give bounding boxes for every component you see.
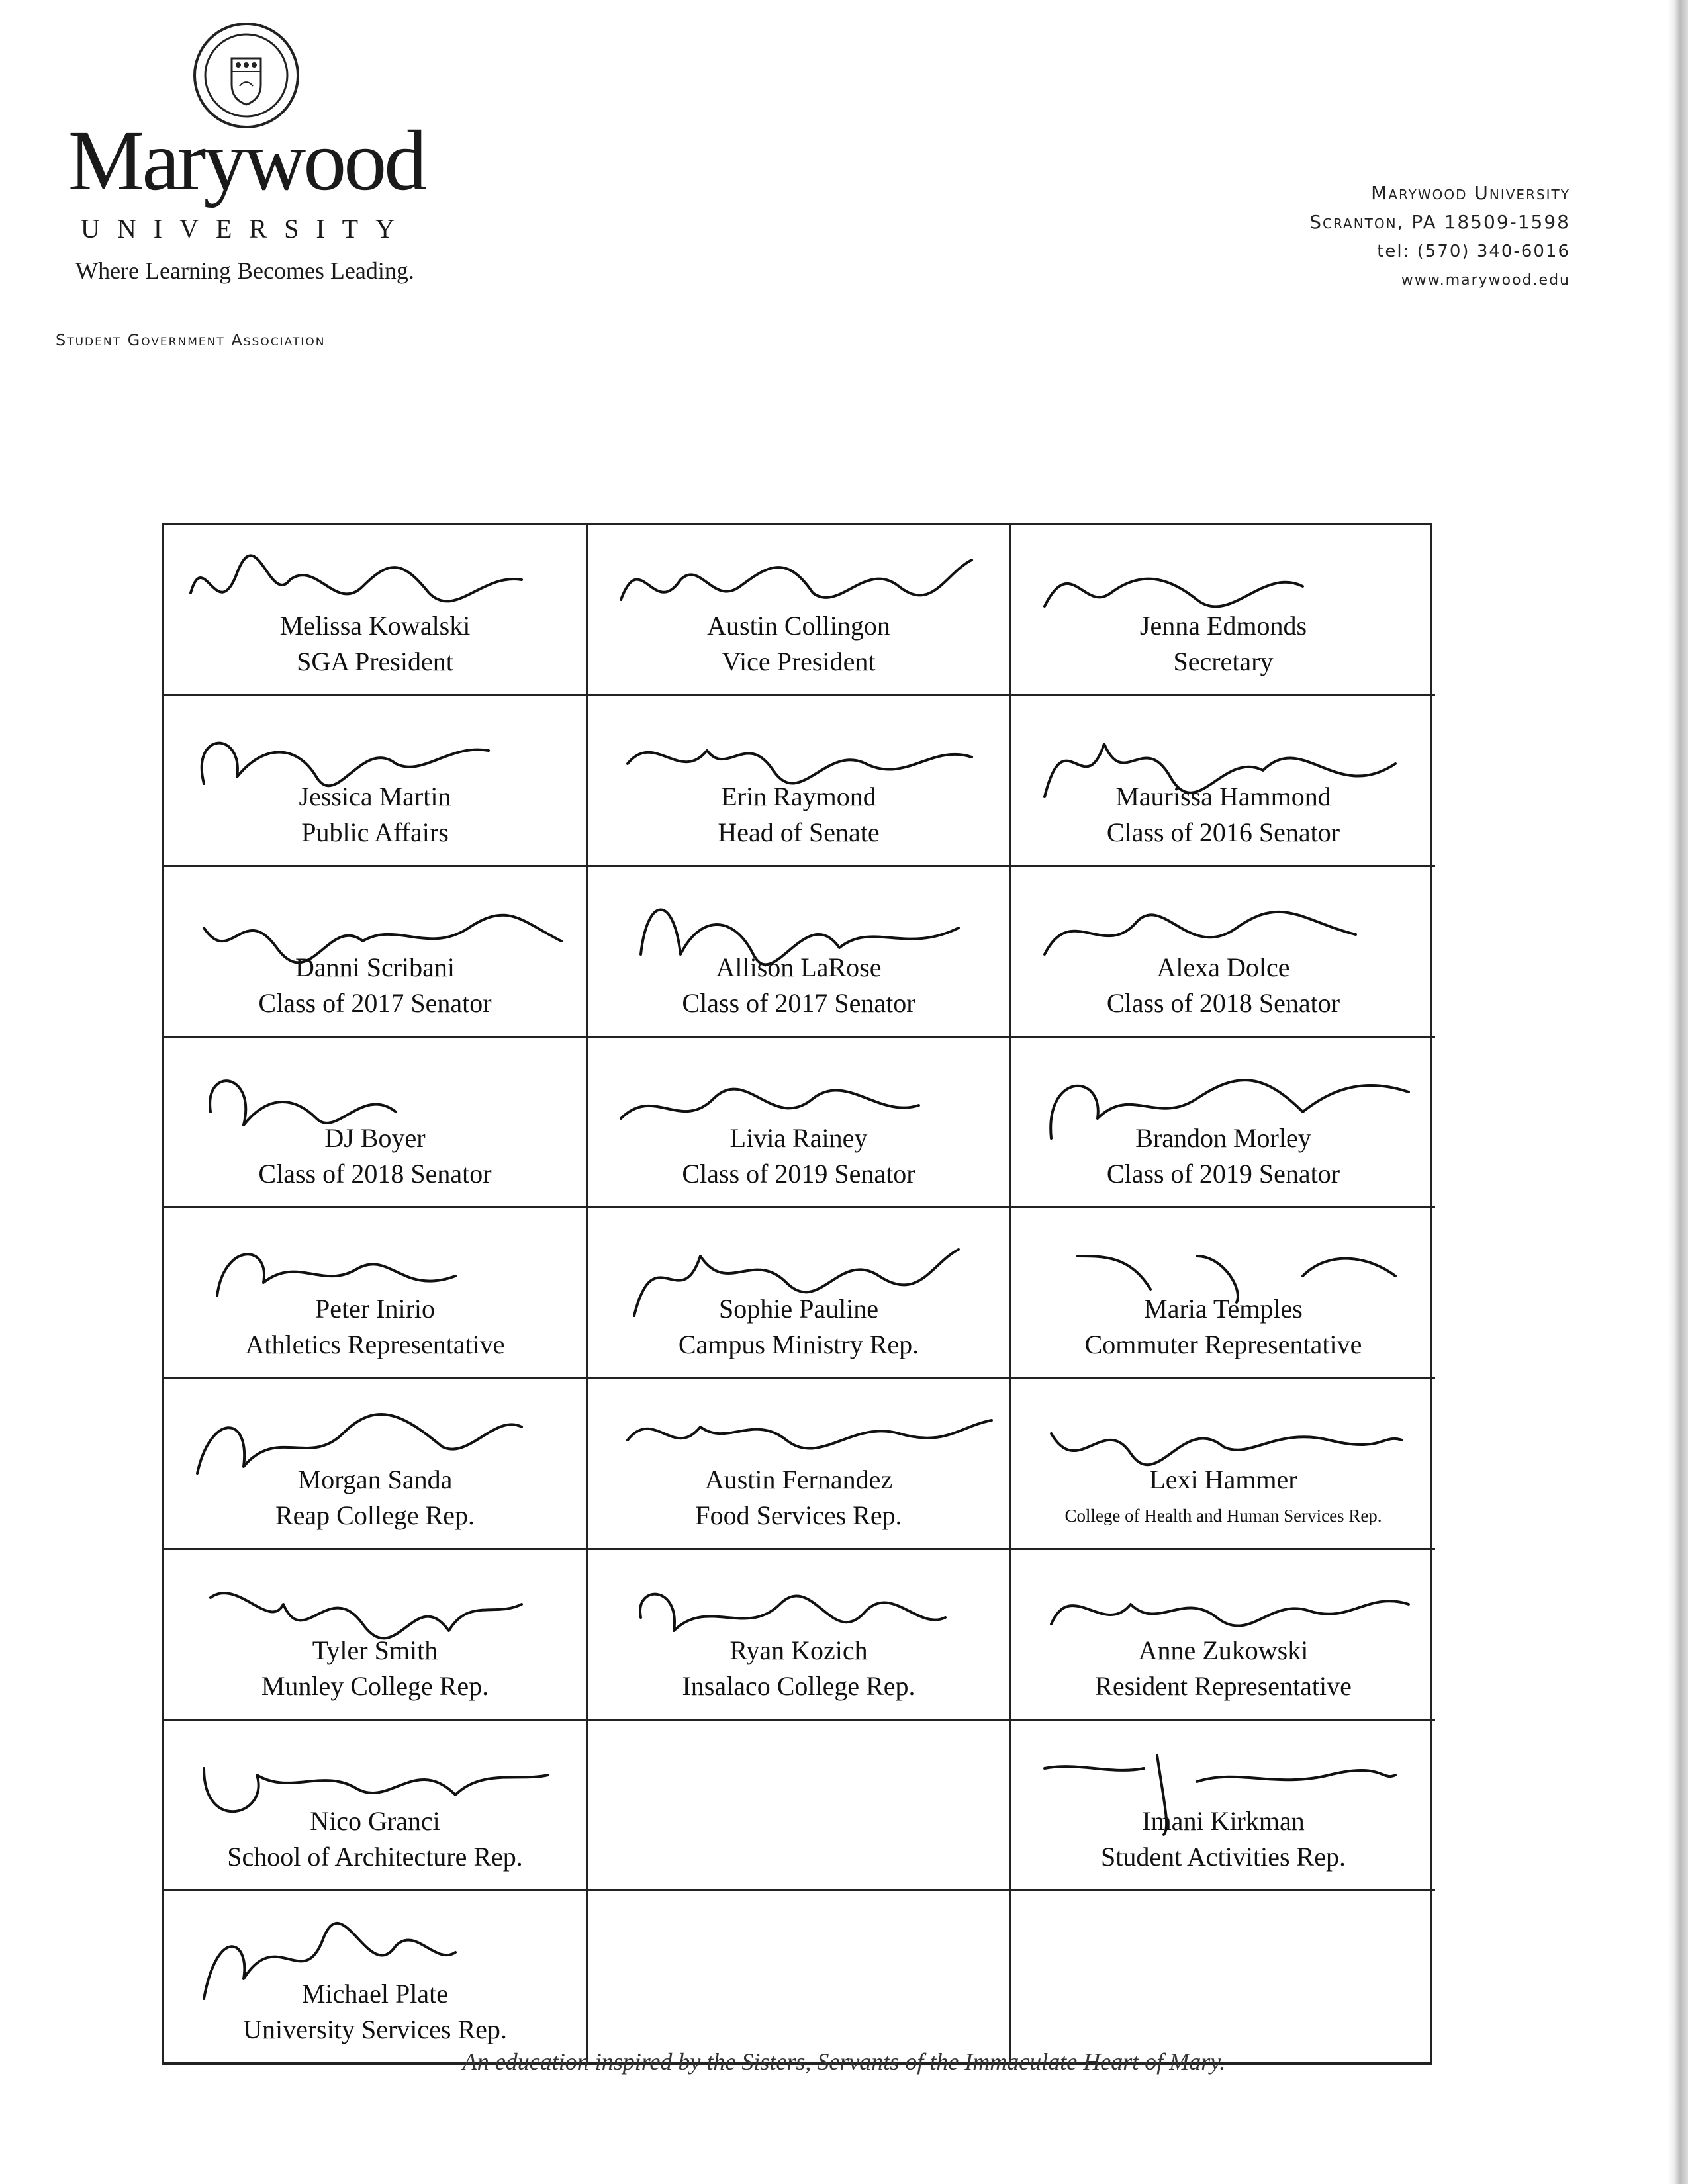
- signatory-role: Class of 2018 Senator: [258, 1159, 492, 1189]
- signatory-name: Peter Inirio: [314, 1294, 436, 1324]
- signatory-label: [1011, 779, 1435, 850]
- signature-cell: [1011, 1550, 1435, 1721]
- signatory-label: [1011, 950, 1435, 1021]
- signatory-role: University Services Rep.: [243, 2015, 507, 2044]
- signatory-label: [588, 779, 1009, 850]
- signature-table: [162, 523, 1432, 2065]
- signatory-label: [588, 1291, 1009, 1363]
- university-wordmark: Marywood: [68, 113, 425, 208]
- signature-cell: [164, 1891, 588, 2062]
- signatory-role: College of Health and Human Services Rep.: [1064, 1506, 1382, 1525]
- signatory-role: Class of 2019 Senator: [682, 1159, 915, 1189]
- signatory-name: Livia Rainey: [729, 1123, 868, 1153]
- signatory-name: Jessica Martin: [299, 782, 451, 811]
- signatory-role: Student Activities Rep.: [1101, 1842, 1346, 1872]
- address-name: Marywood University: [1371, 182, 1570, 204]
- signatory-role: SGA President: [297, 647, 453, 676]
- scan-edge: [1668, 0, 1688, 2184]
- signatory-label: [164, 950, 586, 1021]
- signatory-name: Sophie Pauline: [718, 1294, 879, 1324]
- address-block: [1309, 179, 1570, 295]
- signatory-name: Michael Plate: [301, 1979, 449, 2009]
- signature-cell: [1011, 525, 1435, 696]
- signature-cell: [164, 867, 588, 1038]
- signatory-role: Class of 2017 Senator: [258, 988, 492, 1018]
- signature-cell: [588, 696, 1011, 867]
- signatory-label: [164, 1291, 586, 1363]
- signature-cell: [1011, 1721, 1435, 1891]
- signature-cell: [164, 1208, 588, 1379]
- signature-cell: [164, 1550, 588, 1721]
- signature-cell: [588, 1038, 1011, 1208]
- signature-cell: [588, 525, 1011, 696]
- signatory-label: [1011, 1462, 1435, 1533]
- department-name: Student Government Association: [56, 331, 326, 349]
- signatory-role: Public Affairs: [301, 817, 449, 847]
- signature-cell: [1011, 696, 1435, 867]
- signatory-label: [164, 1803, 586, 1875]
- signatory-name: Tyler Smith: [312, 1635, 438, 1665]
- address-phone: tel: (570) 340-6016: [1377, 242, 1570, 261]
- signatory-name: Lexi Hammer: [1149, 1465, 1297, 1494]
- signatory-role: Class of 2018 Senator: [1106, 988, 1340, 1018]
- signatory-name: Danni Scribani: [295, 952, 455, 982]
- signature-cell: [588, 1208, 1011, 1379]
- signatory-name: Austin Collingon: [707, 611, 890, 641]
- signatory-label: [588, 1120, 1009, 1192]
- signatory-role: Secretary: [1173, 647, 1274, 676]
- signatory-role: Class of 2017 Senator: [682, 988, 915, 1018]
- footer-motto: An education inspired by the Sisters, Servants of the Immaculate Heart of Mary.: [462, 2048, 1226, 2075]
- signature-cell: [1011, 1208, 1435, 1379]
- signatory-role: Head of Senate: [718, 817, 880, 847]
- signatory-label: [164, 1462, 586, 1533]
- signatory-label: [588, 950, 1009, 1021]
- signatory-name: Melissa Kowalski: [279, 611, 471, 641]
- address-web: www.marywood.edu: [1401, 272, 1570, 289]
- signatory-role: School of Architecture Rep.: [227, 1842, 523, 1872]
- signatory-name: Maurissa Hammond: [1115, 782, 1331, 811]
- signatory-label: [588, 1462, 1009, 1533]
- signatory-role: Food Services Rep.: [695, 1500, 902, 1530]
- signatory-label: [164, 779, 586, 850]
- signatory-role: Insalaco College Rep.: [682, 1671, 915, 1701]
- signature-cell: [1011, 1038, 1435, 1208]
- university-tagline: Where Learning Becomes Leading.: [75, 257, 414, 284]
- signatory-role: Vice President: [722, 647, 876, 676]
- signatory-name: Alexa Dolce: [1156, 952, 1290, 982]
- signatory-name: Austin Fernandez: [704, 1465, 893, 1494]
- signature-cell: [164, 696, 588, 867]
- signatory-name: DJ Boyer: [324, 1123, 426, 1153]
- signatory-role: Commuter Representative: [1084, 1330, 1362, 1359]
- signatory-name: Jenna Edmonds: [1139, 611, 1307, 641]
- signatory-name: Brandon Morley: [1135, 1123, 1311, 1153]
- university-subtitle: UNIVERSITY: [81, 214, 412, 244]
- signature-cell: [1011, 1379, 1435, 1550]
- signatory-role: Resident Representative: [1095, 1671, 1352, 1701]
- signatory-label: [164, 608, 586, 680]
- signatory-name: Allison LaRose: [716, 952, 882, 982]
- signature-cell: [588, 1891, 1011, 2062]
- signatory-name: Erin Raymond: [721, 782, 876, 811]
- signature-cell: [164, 525, 588, 696]
- signatory-label: [164, 1976, 586, 2048]
- signatory-label: [1011, 1803, 1435, 1875]
- signatory-role: Munley College Rep.: [261, 1671, 489, 1701]
- signature-cell: [588, 1379, 1011, 1550]
- signatory-name: Maria Temples: [1144, 1294, 1303, 1324]
- signature-cell: [1011, 1891, 1435, 2062]
- signatory-label: [1011, 1633, 1435, 1704]
- signatory-label: [1011, 1291, 1435, 1363]
- signatory-label: [588, 1633, 1009, 1704]
- signatory-label: [1011, 1120, 1435, 1192]
- signatory-name: Anne Zukowski: [1138, 1635, 1309, 1665]
- signatory-name: Nico Granci: [310, 1806, 440, 1836]
- signature-cell: [164, 1721, 588, 1891]
- signatory-role: Athletics Representative: [245, 1330, 505, 1359]
- signature-cell: [164, 1379, 588, 1550]
- signatory-name: Imani Kirkman: [1142, 1806, 1305, 1836]
- signatory-label: [164, 1633, 586, 1704]
- signature-cell: [588, 1550, 1011, 1721]
- signatory-label: [588, 608, 1009, 680]
- signature-cell: [164, 1038, 588, 1208]
- address-city: Scranton, PA 18509-1598: [1309, 211, 1570, 233]
- signatory-role: Reap College Rep.: [275, 1500, 475, 1530]
- signatory-role: Campus Ministry Rep.: [678, 1330, 919, 1359]
- signature-cell: [588, 1721, 1011, 1891]
- signatory-role: Class of 2019 Senator: [1106, 1159, 1340, 1189]
- signatory-name: Morgan Sanda: [297, 1465, 453, 1494]
- signatory-label: [1011, 608, 1435, 680]
- signatory-name: Ryan Kozich: [729, 1635, 868, 1665]
- signature-cell: [1011, 867, 1435, 1038]
- signatory-role: Class of 2016 Senator: [1106, 817, 1340, 847]
- signatory-label: [164, 1120, 586, 1192]
- signature-cell: [588, 867, 1011, 1038]
